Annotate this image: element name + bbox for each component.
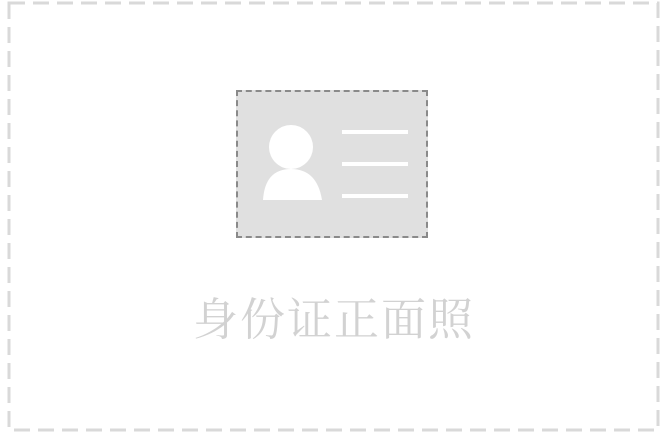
- id-card-icon: [238, 92, 426, 236]
- upload-caption: 身份证正面照: [192, 293, 475, 346]
- id-card-placeholder: [236, 90, 428, 238]
